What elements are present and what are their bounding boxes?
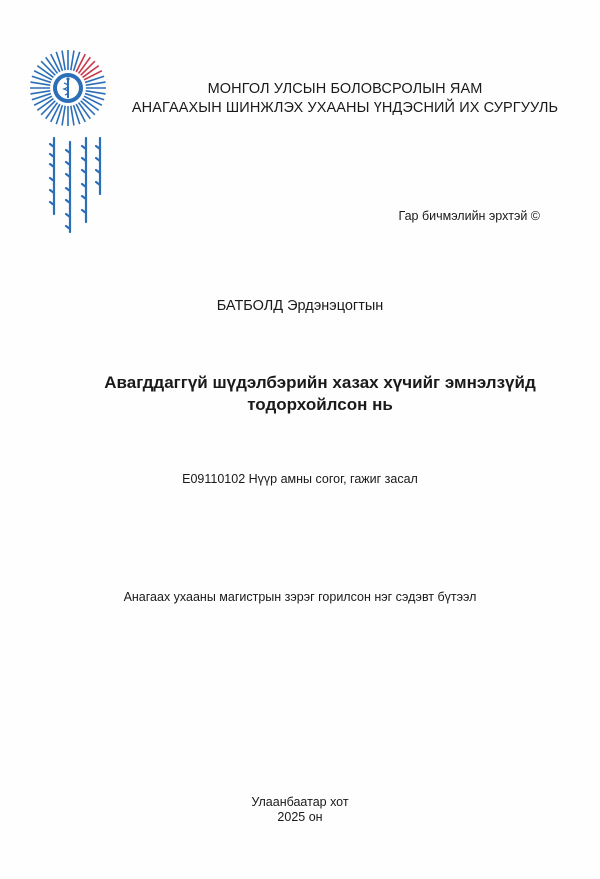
specialty-code: E09110102 Нүүр амны согог, гажиг засал [182,472,418,486]
university-name: АНАГААХЫН ШИНЖЛЭХ УХААНЫ ҮНДЭСНИЙ ИХ СУРГУУЛЬ [131,100,559,116]
thesis-title [40,372,600,416]
thesis-title-line-1: Авагддаггүй шүдэлбэрийн хазах хүчийг эмнэлзүйд [104,373,536,392]
sunburst-ray [30,82,50,85]
sunburst-ray [71,106,74,126]
sunburst-ray [62,106,65,126]
sunburst-ray [86,91,106,94]
staff-knob-icon [66,77,69,80]
sunburst-ray [62,50,65,70]
sunburst-ray [86,82,106,85]
copyright-note: Гар бичмэлийн эрхтэй © [398,209,540,223]
thesis-title-line-2: тодорхойлсон нь [247,395,393,414]
sunburst-ray [71,50,74,70]
ministry-name: МОНГОЛ УЛСЫН БОЛОВСРОЛЫН ЯАМ [207,81,483,97]
year: 2025 он [277,810,323,824]
mongolian-script-emblem [40,134,110,238]
sunburst-ray [30,91,50,94]
author-name: БАТБОЛД Эрдэнэцогтын [216,298,384,314]
degree-statement: Анагаах ухааны магистрын зэрэг горилсон нэг сэдэвт бүтээл [123,590,477,604]
city: Улаанбаатар хот [251,795,349,809]
university-logo-icon [28,48,108,128]
